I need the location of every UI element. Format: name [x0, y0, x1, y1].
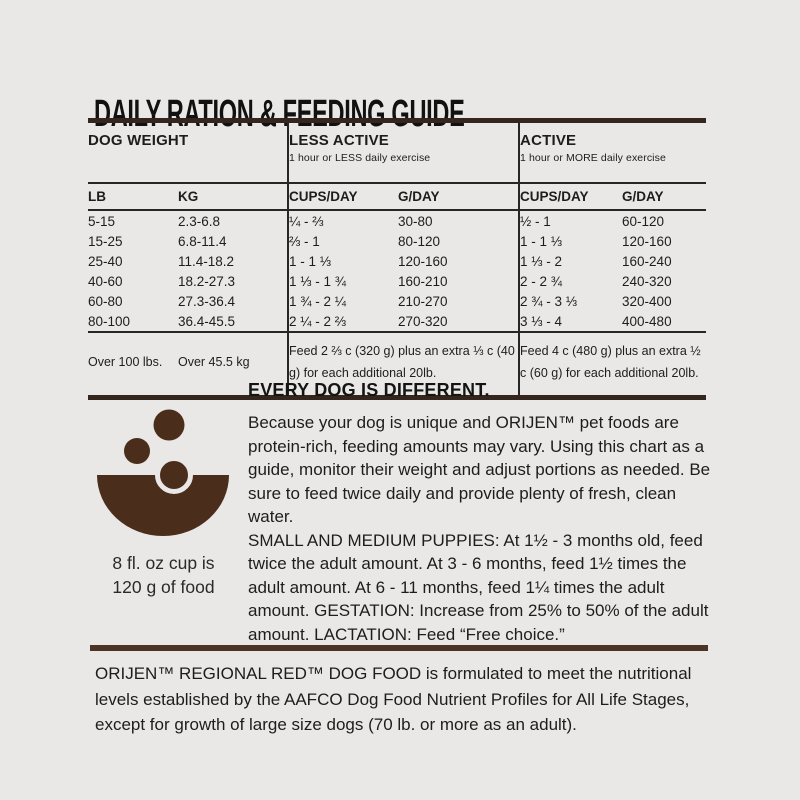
info-block [248, 380, 711, 646]
table-cell: 320-400 [622, 293, 672, 309]
cup-size-line2: 120 g of food [112, 577, 215, 597]
table-cell: 3 ⅓ - 4 [519, 311, 622, 332]
table-cell: ⅔ - 1 [288, 231, 398, 251]
group-label: LESS ACTIVE [289, 132, 390, 149]
table-row [88, 311, 706, 332]
group-label: ACTIVE [520, 132, 577, 149]
table-cell: 1 ⅓ - 1 ¾ [288, 271, 398, 291]
table-cell: 2 ¼ - 2 ⅔ [288, 311, 398, 332]
over-lb-cell: Over 100 lbs. [88, 332, 178, 398]
feeding-guide-table [88, 118, 706, 400]
header-active [519, 121, 706, 184]
table-cell: 25-40 [88, 253, 123, 269]
col-header-kg: KG [178, 183, 288, 210]
table-row [88, 271, 706, 291]
table-cell: 18.2-27.3 [178, 273, 236, 289]
header-dog-weight [88, 121, 288, 184]
table-cell: ½ - 1 [519, 210, 622, 231]
table-cell: 1 ⅓ - 2 [519, 251, 622, 271]
group-sublabel: 1 hour or LESS daily exercise [289, 152, 431, 164]
table-cell: 80-120 [398, 233, 441, 249]
table-cell: 210-270 [398, 293, 448, 309]
table-row [88, 231, 706, 251]
table-cell: 1 ¾ - 2 ¼ [288, 291, 398, 311]
kibble-bowl-icon [96, 398, 230, 538]
table-cell: 120-160 [398, 253, 448, 269]
info-heading: EVERY DOG IS DIFFERENT. [248, 380, 490, 400]
col-header-cups: CUPS/DAY [519, 183, 622, 210]
table-cell: 270-320 [398, 313, 448, 329]
page-title: DAILY RATION & FEEDING GUIDE [94, 93, 465, 136]
table-cell: 2 - 2 ¾ [519, 271, 622, 291]
table-cell: 60-80 [88, 293, 123, 309]
table-subheader-row [88, 183, 706, 210]
table-cell: 2 ¾ - 3 ⅓ [519, 291, 622, 311]
table-cell: 160-210 [398, 273, 448, 289]
table-cell: 6.8-11.4 [178, 233, 227, 249]
header-less-active [288, 121, 519, 184]
table-cell: 30-80 [398, 213, 433, 229]
table-cell: 80-100 [88, 313, 131, 329]
table-cell: 120-160 [622, 233, 672, 249]
cup-size-line1: 8 fl. oz cup is [112, 553, 215, 573]
table-cell: 36.4-45.5 [178, 313, 236, 329]
col-header-g: G/DAY [622, 183, 706, 210]
table-cell: 1 - 1 ⅓ [519, 231, 622, 251]
table-cell: 1 - 1 ⅓ [288, 251, 398, 271]
table-row [88, 210, 706, 231]
table-cell: 27.3-36.4 [178, 293, 236, 309]
table-cell: 240-320 [622, 273, 672, 289]
table-cell: 60-120 [622, 213, 665, 229]
table-cell: ¼ - ⅔ [288, 210, 398, 231]
over-active-cell: Feed 4 c (480 g) plus an extra ½ c (60 g) for each additional 20lb. [519, 332, 706, 398]
info-paragraph-puppies: SMALL AND MEDIUM PUPPIES: At 1½ - 3 months old, feed twice the adult amount. At 3 - 6 months, feed 1½ times the adult amount. At 6 - 11 months, feed 1¼ times the adult amount. GESTATION: Increase from 25% to 50% of the adult amount. LACTATION: Feed “Free choice.” [248, 530, 709, 644]
col-header-lb: LB [88, 183, 178, 210]
group-label: DOG WEIGHT [88, 132, 189, 149]
table-cell: 2.3-6.8 [178, 213, 221, 229]
cup-size-caption [86, 551, 241, 599]
over-less-active-cell: Feed 2 ⅔ c (320 g) plus an extra ⅓ c (40 g) for each additional 20lb. [288, 332, 519, 398]
table-cell: 15-25 [88, 233, 123, 249]
table-header-row [88, 121, 706, 184]
aafco-statement: ORIJEN™ REGIONAL RED™ DOG FOOD is formulated to meet the nutritional levels established by the AAFCO Dog Food Nutrient Profiles for All Life Stages, except for growth of large size dogs (70 lb. or more as an adult). [95, 664, 692, 734]
table-row [88, 291, 706, 311]
group-sublabel: 1 hour or MORE daily exercise [520, 152, 666, 164]
table-cell: 11.4-18.2 [178, 253, 235, 269]
footer-divider-rule [90, 645, 708, 651]
table-cell: 5-15 [88, 213, 116, 229]
table-cell: 40-60 [88, 273, 123, 289]
table-cell: 160-240 [622, 253, 672, 269]
table-cell: 400-480 [622, 313, 672, 329]
col-header-cups: CUPS/DAY [288, 183, 398, 210]
info-paragraph-general: Because your dog is unique and ORIJEN™ pet foods are protein-rich, feeding amounts may vary. Using this chart as a guide, monitor their weight and adjust portions as needed. Be sure to feed twice daily and provide plenty of fresh, clean water. [248, 413, 711, 526]
over-kg-cell: Over 45.5 kg [178, 332, 288, 398]
col-header-g: G/DAY [398, 183, 519, 210]
table-row [88, 251, 706, 271]
